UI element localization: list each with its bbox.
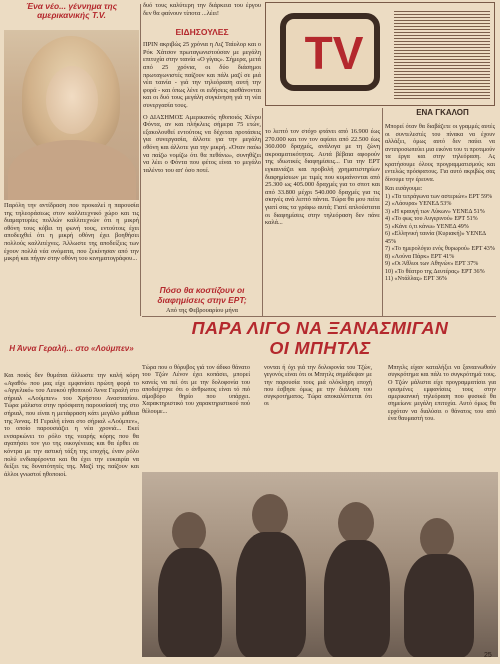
ranking-item: 1) «Τα τετράγωνα των αστεριών» ΕΡΤ 59% — [385, 193, 493, 200]
news-item-1: ΠΡΙΝ ακριβώς 25 χρόνια η Λιζ Ταίυλορ και ο Ρόκ Χάτσον πρωταγωνιστούσαν με μεγάλη επιτυχία στην ταινία «Ο γίγας». Σήμερα, μετά από 25 χρόνια, οι δύο διάσημοι πρωταγωνιστές παίζουν και πάλι μαζί σε μιά νέα ταινία - γιά την τηλεόραση αυτή την φορά - και όπως λένε οι ειδήσεις αισθάνονται και οι δυό τους μεγάλη συγκίνηση γιά τη νέα συνεργασία τους. — [143, 41, 261, 109]
photo-figure-head — [420, 518, 454, 558]
tv-screen — [280, 13, 380, 91]
beatles-column-c: Μπητλς είχαν καταλήξει να ξαναενωθούν συγκρότημα και πάλι το συγκρότημά τους. Ο Τζών μάλιστα είχε προγραμματίσει για ορισμένες εμφανίσεις τους στην αμερικανική τηλεόραση που φυσικά θα σημείωνε μεγάλη επιτυχία. Αυτό όμως θα ερχόταν να διαλύσει ο θάνατος του από ένα θαυμαστή του. — [388, 364, 496, 423]
photo-figure — [324, 540, 390, 657]
photo-figure — [158, 548, 222, 657]
column-2 — [143, 2, 261, 174]
news-title: ΕΙΔΗΣΟΥΛΕΣ — [175, 27, 229, 38]
ranking-item: 8) «Λούνα Πάρκ» ΕΡΤ 41% — [385, 253, 455, 260]
page-number: 25 — [484, 652, 492, 659]
tv-logo: TV — [304, 27, 364, 79]
gallup-list-intro: Και εισάγουμε: — [385, 186, 423, 192]
column-divider — [382, 108, 383, 316]
photo-shoulders — [8, 140, 136, 200]
ad-cost-heading: Πόσο θα κοστίζουν οι διαφημίσεις στην ΕΡΤ; — [157, 285, 247, 305]
beatles-column-b: νονται ή όχι γιά την δολοφονία του Τζών, γεγονός είναι ότι οι Μπητλς σημάδεψαν με την παρουσία τους μιά ολόκληρη εποχή που έσβησε όμως με την διάλυση του συγκροτήματος. Τώρα αποκαλύπτεται ότι οι — [264, 364, 372, 408]
column-divider — [262, 108, 263, 316]
beatles-column-a: Τώρα που ο θόρυβος γιά τον άδικο θάνατο του Τζών Λένον έχει κοπάσει, μπορεί κανείς να πεί ότι με την δολοφονία του αποδείχτηκε ότι ο άνθρωπος είναι τό πιό αίμοβόρο θηρίο που υπάρχει. Χαρακτηριστικό του χαρακτηριστικού πού θέλουμε... — [142, 364, 250, 415]
section-divider — [142, 316, 496, 317]
beatles-headline — [142, 318, 498, 358]
ranking-item: 2) «Λάουρα» ΥΕΝΕΔ 53% — [385, 201, 452, 207]
gallup-ranking-list — [385, 194, 495, 284]
ad-cost-subtitle: Από της Φεβρουαρίου μήνα — [165, 307, 239, 315]
ranking-item: 5) «Κάνε ό,τι κάνω» ΥΕΝΕΔ 49% — [385, 223, 469, 230]
beatles-headline-line-1: ΠΑΡΑ ΛΙΓΟ ΝΑ ΞΑΝΑΣΜΙΓΑΝ — [191, 318, 449, 338]
column-1 — [4, 2, 139, 21]
column-1-body-2: Και ποιός δεν θυμάται άλλωστε την καλή κόρη «Αγαθό» που μας είχε εμφανίσει πρώτη φορά το «Αγγελικό» του Λευκού ηθοποιού Άννα Γεραλή στο σήριαλ «Λούμπεν» του Χρήστου Αναστασίου. Τώρα μάλιστα στην πρόσφατη παρουσίασή της στο σήριαλ, που είναι η μετάφραση κάτι μεγάλο μάθεια της Άννας. Η Γεραλή είναι στο σήριαλ «Λούμπεν», το οποίο παρουσιάζει η νέα χρονιά... Εκεί ενσαρκώνει το ρόλο της νεαρής κόρης που θα αγαπήσει τον γιο της οικογένειας και θα έρθει σε κόντρα με την αστική τάξη της εποχής, έναν ρόλο πολύ ενδιαφέροντα και θα έχει την ευκαιρία να δείξει τις δυνατότητές της. Μαζί της παίζουν και άλλοι γνωστοί ηθοποιοί. — [4, 372, 139, 478]
ad-cost-section — [143, 286, 261, 315]
ranking-item: 3) «Η κραυγή των Λύκων» ΥΕΝΕΔ 51% — [385, 208, 485, 215]
photo-figure-head — [172, 512, 206, 552]
beatles-headline-line-2: ΟΙ ΜΠΗΤΛΣ — [269, 338, 371, 358]
headline-new-actress: Ένα νέο... γέννημα της αμερικανικής Τ.V. — [25, 1, 118, 21]
tv-stripes-decoration — [394, 11, 490, 99]
photo-figure-head — [252, 494, 288, 536]
news-item-2: Ο ΔΙΑΣΗΜΟΣ Αμερικανός ηθοποιός Χένρυ Φόντα, αν και πλήκλεις σήμερα 75 ετών, εξακολουθεί εντούτοις να δέχεται προτάσεις για συνεργασία, άλλοτε για την μεγάλη οθόνη και άλλοτε για την μικρή. «Όταν παύω να παίζω νομίζω ότι θα πεθάνω», συνηθίζει να λέει ο Φόντα που φέτος είναι το μεγάλο ταλέντο του απ' όσο ποτέ. — [143, 113, 261, 174]
tv-graphic — [265, 2, 495, 106]
ranking-item: 4) «Το φως του Αυγερινού» ΕΡΤ 51% — [385, 216, 478, 222]
photo-figure — [236, 532, 306, 657]
actress-photo — [4, 30, 139, 200]
gallup-title: ΕΝΑ ΓΚΑΛΟΠ — [416, 108, 469, 117]
gallup-intro: Μπορεί όταν θα διαβάζετε οι γραμμές αυτές οι συντελεστές του πίνακα να έχουν αλλάξει, όμως αυτό δεν παύει να αντιπροσωπεύει μια εικόνα του τι προτιμούν τα έργα και στην τηλεόραση. Ας κρατήσουμε όλους προγραμματισμούς και εντελώς πρόσφατους. Για αυτό ακριβώς σας δίνουμε την έρευνα. — [385, 124, 495, 183]
column-3-body: το λεπτό τον στόχο φτάνει από 16.900 έως 270.000 και τον τον αφίσει από 22.500 έως 360.000 δραχμές, ανάλογα με τη ζώνη ακροαματικότητας. Αυτά βέβαια αφορούν της ιδιωτικές διαφημίσεις... Για την ΕΡΤ εγκαινιάζει και προβολή χρηματιστηρίων διαφημίσεων με τιμές που κυμαίνονται από 25.300 ως 405.000 δραχμές για το σποτ και από 33.800 μέχρι 540.000 δραχμές για τις σκηνές ανά λεπτό πάντα. Τώρα θα μου πείτε γιατί σας τα γράφω αυτά; Γιατί απλούστατα οι διαφημίσεις στην τηλεόραση δεν πάνε καλά... — [265, 128, 380, 227]
ranking-item: 10) «Το θέατρο της Δευτέρας» ΕΡΤ 36% — [385, 268, 485, 275]
photo-figure — [404, 554, 474, 657]
photo-figure-head — [338, 502, 374, 544]
gallup-column — [385, 120, 495, 284]
ranking-item: 11) «Ντάλλας» ΕΡΤ 36% — [385, 276, 448, 282]
column-divider — [140, 4, 141, 316]
ranking-item: 9) «Οι Άθλιοι των Αθηνών» ΕΡΤ 37% — [385, 261, 479, 267]
beatles-photo — [142, 472, 498, 657]
ranking-item: 7) «Το ημερολόγιο ενός θυρωρού» ΕΡΤ 43% — [385, 246, 495, 252]
column-2-intro: δυό τους καλύτερη την διάρκεια του έργου δεν θα φαίνουν τίποτα ...λέει! — [143, 2, 261, 17]
heading-anna-gerali: Η Άννα Γεραλή... στο «Λούμπεν» — [9, 344, 134, 353]
photo-face — [46, 66, 98, 134]
column-1-body: Παρόλη την αντίδραση που προκαλεί η παρουσία της τηλεοράσεως στον καλλιτεχνικό χώρο και τις διαμαρτυρίες πολλών καλλιτεχνών ότι η μικρή οθόνη τους κόβει τη φωνή τους, εντούτοις έχει αποδειχθεί ότι η μικρή οθόνη έχει βοηθήσει πολλούς καλλιτέχνες. Άλλωστε της αποδείξεις των έχουν πολλά νέα ονόματα, που ξεκίνησαν από την μικρή και πήγαν στην οθόνη του κινηματογράφου... — [4, 202, 139, 263]
ranking-item: 6) «Ελληνική ταινία (Κυριακή)» ΥΕΝΕΔ 45% — [385, 231, 486, 245]
